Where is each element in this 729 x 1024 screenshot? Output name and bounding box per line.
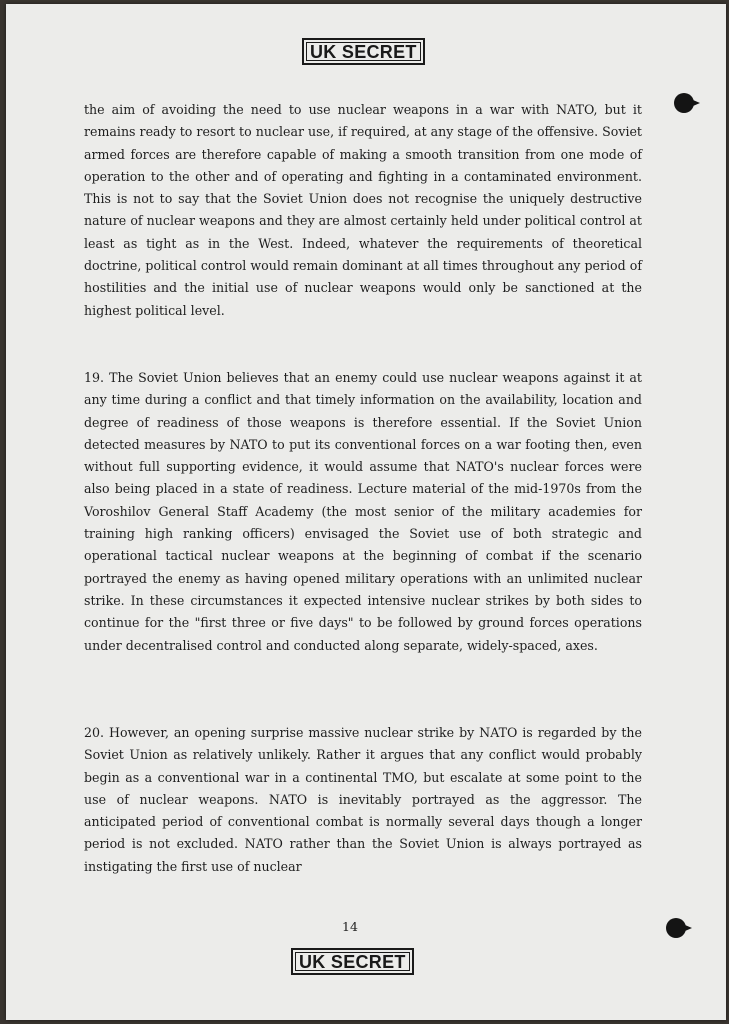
classification-marking-bottom: UK SECRET — [291, 948, 414, 975]
classification-marking-top: UK SECRET — [302, 38, 425, 65]
paragraph-19: 19. The Soviet Union believes that an enemy could use nuclear weapons against it at any time during a conflict and that timely information on the availability, location and degree of readiness of those weapons is therefore essential. If the Soviet Union detected measures by NATO to put its conventional forces on a war footing then, even without full supporting evidence, it would assume that NATO's nuclear forces were also being placed in a state of readiness. Lecture material of the mid-1970s from the Voroshilov General Staff Academy (the most senior of the military academies for training high ranking officers) envisaged the Soviet use of both strategic and operational tactical nuclear weapons at the beginning of combat if the scenario portrayed the enemy as having opened military operations with an unlimited nuclear strike. In these circumstances it expected intensive nuclear strikes by both sides to continue for the "first three or five days" to be followed by ground forces operations under decentralised control and conducted along separate, widely-spaced, axes. — [84, 370, 642, 653]
paragraph-20: 20. However, an opening surprise massive nuclear strike by NATO is regarded by the Soviet Union as relatively unlikely. Rather it argues that any conflict would probably begin as a conventional war in a continental TMO, but escalate at some point to the use of nuclear weapons. NATO is inevitably portrayed as the aggressor. The anticipated period of conventional combat is normally several days though a longer period is not excluded. NATO rather than the Soviet Union is always portrayed as instigating the first use of nuclear — [84, 725, 642, 874]
punch-hole-top — [674, 93, 694, 113]
document-page — [6, 4, 726, 1020]
paragraph-continuation: the aim of avoiding the need to use nuclear weapons in a war with NATO, but it remains ready to resort to nuclear use, if required, at any stage of the offensive. Soviet armed forces are therefore capable of making a smooth transition from one mode of operation to the other and of operating and fighting in a contaminated environment. This is not to say that the Soviet Union does not recognise the uniquely destructive nature of nuclear weapons and they are almost certainly held under political control at least as tight as in the West. Indeed, whatever the requirements of theoretical doctrine, political control would remain dominant at all times throughout any period of hostilities and the initial use of nuclear weapons would only be sanctioned at the highest political level. — [84, 102, 642, 318]
page-number: 14 — [342, 919, 358, 934]
punch-hole-bottom — [666, 918, 686, 938]
